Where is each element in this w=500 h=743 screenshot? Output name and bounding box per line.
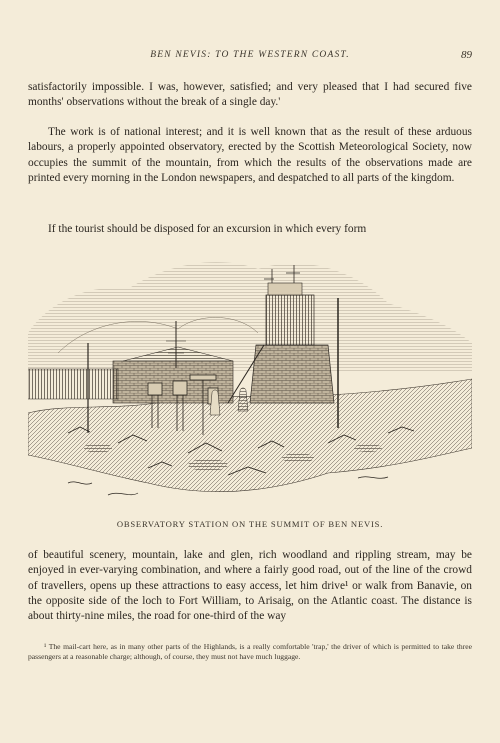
observatory-tower (250, 345, 334, 403)
paragraph-3: If the tourist should be disposed for an excursion in which every form (48, 223, 367, 235)
page-number: 89 (461, 49, 472, 61)
footnote: ¹ The mail-cart here, as in many other parts of the Highlands, is a really comfortable 'trap,' the driver of which is permitted to take three passengers at a reasonable charge; although, of course, they must not have much luggage. (28, 642, 472, 662)
figure-caption: OBSERVATORY STATION ON THE SUMMIT OF BEN NEVIS. (116, 519, 384, 529)
observatory-engraving (28, 243, 472, 511)
paragraph-1: satisfactorily impossible. I was, however, satisfied; and very pleased that I had secured five months' observations without the break of a single day.' (28, 81, 472, 109)
paragraph-2: The work is of national interest; and it is well known that as the result of these arduous labours, a properly appointed observatory, erected by the Scottish Meteorological Society, now occupies the summit of the mountain, from which the results of the observations made are printed every morning in the London newspapers, and despatched to all parts of the kingdom. (28, 126, 472, 184)
paragraph-4: of beautiful scenery, mountain, lake and glen, rich woodland and rippling stream, may be enjoyed in ever-varying combination, and where a fairly good road, out of the line of the crowd of travellers, opens up these attractions to easy access, let him drive¹ or walk from Banavie, on the opposite side of the loch to Fort William, to Arisaig, on the Atlantic coast. The distance is about thirty-nine miles, the road for one-third of the way (28, 549, 472, 623)
running-title: BEN NEVIS: TO THE WESTERN COAST. (150, 50, 350, 60)
sky-clouds (28, 262, 472, 373)
